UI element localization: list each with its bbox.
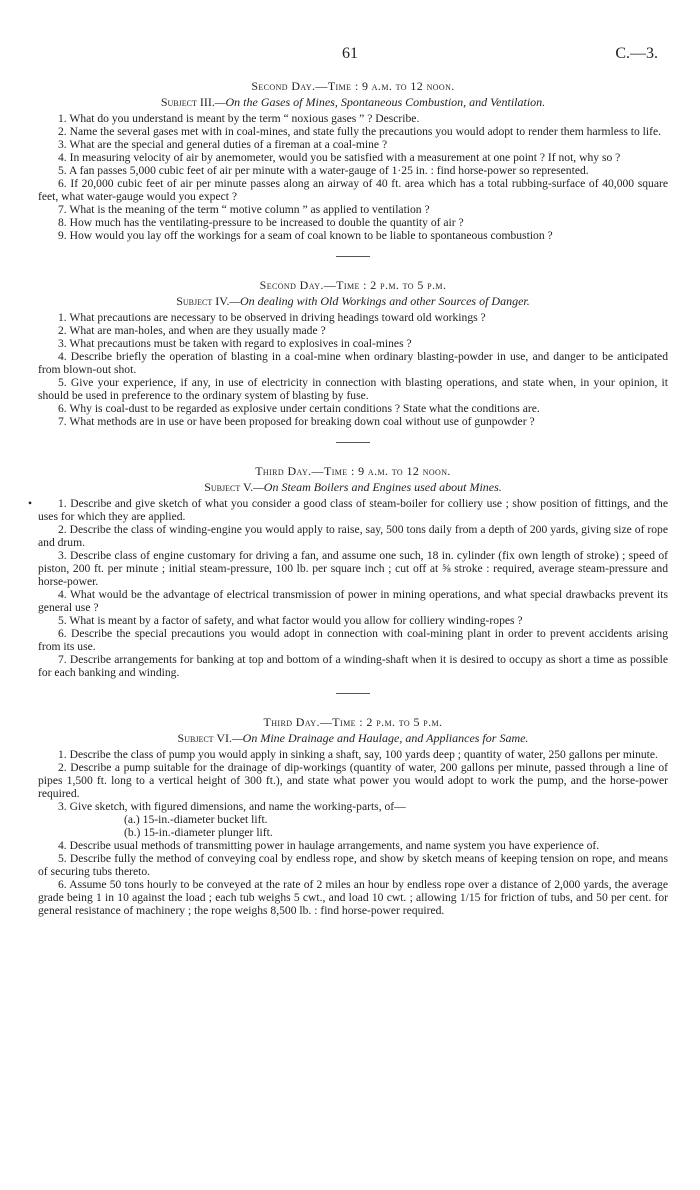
- section-divider: [336, 693, 370, 694]
- subject-title: —On Steam Boilers and Engines used about Mines.: [253, 480, 502, 494]
- day-heading: Second Day.—Time : 2 p.m. to 5 p.m.: [259, 278, 447, 292]
- subject-label: Subject VI.: [177, 731, 233, 745]
- question: 4. Describe briefly the operation of blasting in a coal-mine when ordinary blasting-powder in use, and danger to be anticipated from blown-out shot.: [38, 350, 668, 376]
- section-divider: [336, 442, 370, 443]
- section-subject-iv: [38, 279, 668, 428]
- question: 6. Assume 50 tons hourly to be conveyed at the rate of 2 miles an hour by endless rope over a distance of 2,000 yards, the average grade being 1 in 10 against the load ; each tub weighs 5 cwt., and load 10 cwt. ; allowing 1/15 for friction of tubs, and 50 per cent. for general resistance of machinery ; the rope weighs 8,500 lb. : find horse-power required.: [38, 878, 668, 917]
- question: 1. Describe and give sketch of what you consider a good class of steam-boiler for colliery use ; show position of fittings, and the uses for which they are applied.: [38, 497, 668, 523]
- question: 4. Describe usual methods of transmitting power in haulage arrangements, and name system you have experience of.: [58, 839, 600, 852]
- subject-title: —On dealing with Old Workings and other Sources of Danger.: [229, 294, 530, 308]
- section-subject-iii: [38, 80, 668, 242]
- question: 5. A fan passes 5,000 cubic feet of air per minute with a water-gauge of 1·25 in. : find horse-power so represented.: [58, 164, 589, 177]
- day-heading: Third Day.—Time : 9 a.m. to 12 noon.: [255, 464, 451, 478]
- sub-item: (a.) 15-in.-diameter bucket lift.: [124, 813, 268, 826]
- question: 2. Name the several gases met with in coal-mines, and state fully the precautions you would adopt to render them harmless to life.: [58, 125, 662, 138]
- question: 4. What would be the advantage of electrical transmission of power in mining operations, and what special drawbacks prevent its general use ?: [38, 588, 668, 614]
- question: 7. What methods are in use or have been proposed for breaking down coal without use of gunpowder ?: [58, 415, 535, 428]
- section-subject-v: [28, 464, 668, 679]
- question: 3. Give sketch, with figured dimensions, and name the working-parts, of—: [58, 800, 406, 813]
- question: 9. How would you lay off the workings for a seam of coal known to be liable to spontaneous combustion ?: [58, 229, 553, 242]
- question: 6. If 20,000 cubic feet of air per minute passes along an airway of 40 ft. area which has a total rubbing-surface of 40,000 square feet, what water-gauge would you expect ?: [38, 177, 668, 203]
- subject-title: —On Mine Drainage and Haulage, and Appliances for Same.: [232, 731, 529, 745]
- subject-label: Subject III.: [160, 95, 215, 109]
- question: 5. Describe fully the method of conveying coal by endless rope, and show by sketch means of keeping tension on rope, and means of securing tubs thereto.: [38, 852, 668, 878]
- page-number: 61: [342, 45, 358, 62]
- question: 3. What are the special and general duties of a fireman at a coal-mine ?: [58, 138, 388, 151]
- subject-heading: [38, 96, 668, 109]
- question: 1. What do you understand is meant by the term “ noxious gases ” ? Describe.: [58, 112, 420, 125]
- question: 1. Describe the class of pump you would apply in sinking a shaft, say, 100 yards deep ; quantity of water, 250 gallons per minute.: [58, 748, 658, 761]
- question: 3. Describe class of engine customary for driving a fan, and assume one such, 18 in. cylinder (fix own length of stroke) ; speed of piston, 200 ft. per minute ; initial steam-pressure, 100 lb. per square inch ; cut off at ⅝ stroke : required, average steam-pressure and horse-power.: [38, 549, 668, 588]
- day-heading: Third Day.—Time : 2 p.m. to 5 p.m.: [263, 715, 443, 729]
- question: 4. In measuring velocity of air by anemometer, would you be satisfied with a measurement at one point ? If not, why so ?: [58, 151, 621, 164]
- question: 6. Describe the special precautions you would adopt in connection with coal-mining plant in order to prevent accidents arising from its use.: [38, 627, 668, 653]
- section-divider: [336, 256, 370, 257]
- subject-heading: [38, 295, 668, 308]
- section-subject-vi: [38, 716, 668, 917]
- question: 7. What is the meaning of the term “ motive column ” as applied to ventilation ?: [58, 203, 430, 216]
- subject-label: Subject V.: [204, 480, 254, 494]
- question: 7. Describe arrangements for banking at top and bottom of a winding-shaft when it is desired to occupy as short a time as possible for each banking and winding.: [38, 653, 668, 679]
- question: 5. What is meant by a factor of safety, and what factor would you allow for colliery winding-ropes ?: [58, 614, 523, 627]
- question: 2. Describe a pump suitable for the drainage of dip-workings (quantity of water, 200 gallons per minute, passed through a line of pipes 1,500 ft. long to a vertical height of 300 ft.), and state what power you would adopt to work the pump, and the horse-power required.: [38, 761, 668, 800]
- document-reference: C.—3.: [615, 45, 658, 62]
- subject-label: Subject IV.: [176, 294, 230, 308]
- bullet-mark-icon: •: [28, 497, 33, 510]
- question: 8. How much has the ventilating-pressure to be increased to double the quantity of air ?: [58, 216, 464, 229]
- question: 3. What precautions must be taken with regard to explosives in coal-mines ?: [58, 337, 412, 350]
- question: 1. What precautions are necessary to be observed in driving headings toward old workings ?: [58, 311, 486, 324]
- question: 5. Give your experience, if any, in use of electricity in connection with blasting operations, and state when, in your opinion, it should be used in preference to the ordinary system of blasting by fuse.: [38, 376, 668, 402]
- question: 2. What are man-holes, and when are they usually made ?: [58, 324, 326, 337]
- sub-item: (b.) 15-in.-diameter plunger lift.: [124, 826, 273, 839]
- subject-heading: [38, 481, 668, 494]
- subject-heading: [38, 732, 668, 745]
- day-heading: Second Day.—Time : 9 a.m. to 12 noon.: [251, 79, 455, 93]
- question: 6. Why is coal-dust to be regarded as explosive under certain conditions ? State what the conditions are.: [58, 402, 540, 415]
- subject-title: —On the Gases of Mines, Spontaneous Combustion, and Ventilation.: [214, 95, 546, 109]
- question: 2. Describe the class of winding-engine you would apply to raise, say, 500 tons daily from a depth of 200 yards, giving size of rope and drum.: [38, 523, 668, 549]
- exam-content: [28, 79, 668, 917]
